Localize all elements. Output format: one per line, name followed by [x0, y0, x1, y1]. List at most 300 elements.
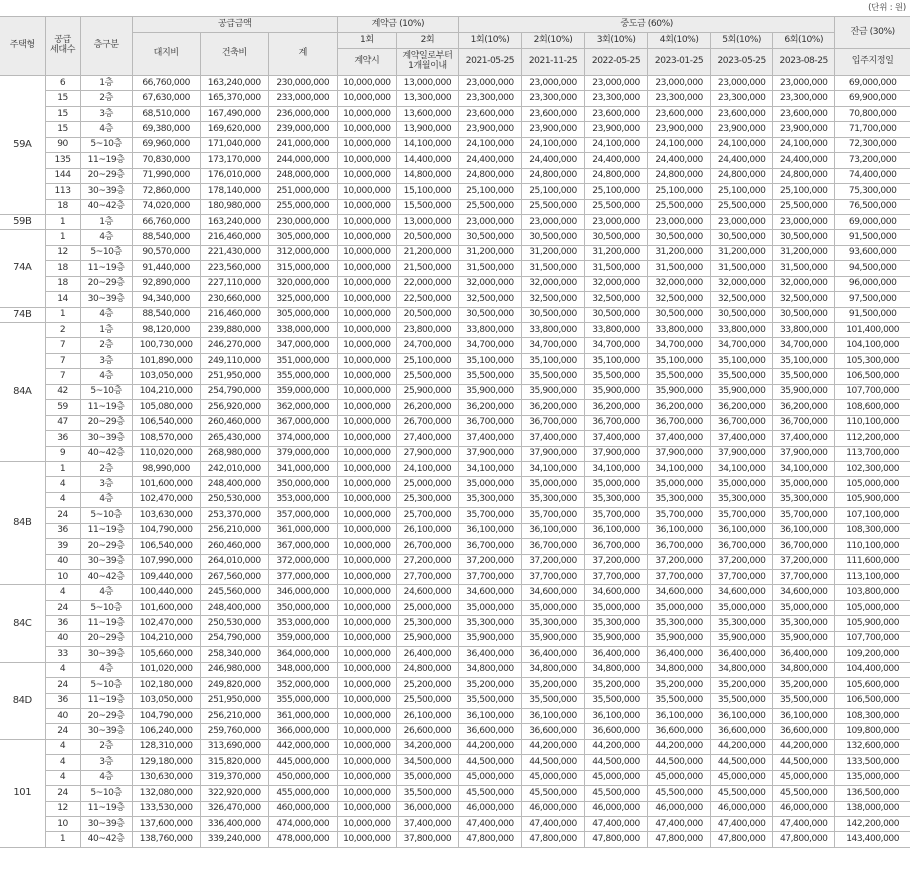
- col-middle-round-5: 5회(10%): [711, 33, 773, 49]
- deposit-2-cell: 25,500,000: [396, 369, 458, 384]
- households-cell: 18: [45, 199, 80, 214]
- table-row: [0, 708, 910, 723]
- middle-payment-3-cell: 37,400,000: [585, 431, 648, 446]
- middle-payment-4-cell: 47,800,000: [648, 832, 711, 847]
- middle-payment-1-cell: 36,700,000: [458, 539, 521, 554]
- total-price-cell: 372,000,000: [268, 554, 337, 569]
- middle-payment-4-cell: 25,100,000: [648, 184, 711, 199]
- middle-payment-2-cell: 36,700,000: [521, 415, 584, 430]
- balance-cell: 75,300,000: [835, 184, 910, 199]
- floor-range-cell: 3층: [80, 755, 132, 770]
- land-price-cell: 104,210,000: [132, 631, 200, 646]
- middle-payment-3-cell: 36,700,000: [585, 539, 648, 554]
- households-cell: 10: [45, 570, 80, 585]
- middle-payment-3-cell: 24,400,000: [585, 153, 648, 168]
- middle-payment-4-cell: 30,500,000: [648, 307, 711, 322]
- middle-payment-6-cell: 37,700,000: [773, 570, 835, 585]
- middle-payment-6-cell: 34,800,000: [773, 662, 835, 677]
- deposit-1-cell: 10,000,000: [337, 492, 396, 507]
- middle-payment-3-cell: 23,600,000: [585, 106, 648, 121]
- middle-payment-3-cell: 35,100,000: [585, 353, 648, 368]
- table-row: [0, 523, 910, 538]
- middle-payment-1-cell: 31,200,000: [458, 245, 521, 260]
- middle-payment-4-cell: 34,100,000: [648, 461, 711, 476]
- total-price-cell: 239,000,000: [268, 122, 337, 137]
- middle-payment-4-cell: 23,300,000: [648, 91, 711, 106]
- balance-cell: 69,000,000: [835, 214, 910, 229]
- floor-range-cell: 11~19층: [80, 616, 132, 631]
- middle-payment-1-cell: 36,100,000: [458, 523, 521, 538]
- deposit-1-cell: 10,000,000: [337, 214, 396, 229]
- deposit-1-cell: 10,000,000: [337, 678, 396, 693]
- deposit-2-cell: 25,900,000: [396, 631, 458, 646]
- middle-payment-2-cell: 30,500,000: [521, 307, 584, 322]
- middle-payment-6-cell: 45,000,000: [773, 770, 835, 785]
- households-cell: 1: [45, 307, 80, 322]
- households-cell: 12: [45, 801, 80, 816]
- middle-payment-4-cell: 37,900,000: [648, 446, 711, 461]
- middle-payment-2-cell: 45,500,000: [521, 786, 584, 801]
- middle-payment-1-cell: 35,000,000: [458, 600, 521, 615]
- building-price-cell: 173,170,000: [200, 153, 268, 168]
- middle-payment-1-cell: 25,100,000: [458, 184, 521, 199]
- col-middle-round-1: 1회(10%): [458, 33, 521, 49]
- land-price-cell: 94,340,000: [132, 292, 200, 307]
- middle-payment-1-cell: 36,600,000: [458, 724, 521, 739]
- middle-payment-3-cell: 34,700,000: [585, 338, 648, 353]
- deposit-2-cell: 25,200,000: [396, 678, 458, 693]
- middle-payment-2-cell: 24,400,000: [521, 153, 584, 168]
- middle-payment-1-cell: 23,000,000: [458, 76, 521, 91]
- middle-payment-5-cell: 35,100,000: [711, 353, 773, 368]
- middle-payment-6-cell: 24,100,000: [773, 137, 835, 152]
- land-price-cell: 101,890,000: [132, 353, 200, 368]
- households-cell: 15: [45, 122, 80, 137]
- middle-payment-4-cell: 31,200,000: [648, 245, 711, 260]
- middle-payment-4-cell: 31,500,000: [648, 261, 711, 276]
- table-row: [0, 600, 910, 615]
- balance-cell: 113,700,000: [835, 446, 910, 461]
- deposit-1-cell: 10,000,000: [337, 431, 396, 446]
- floor-range-cell: 40~42층: [80, 570, 132, 585]
- middle-payment-3-cell: 36,200,000: [585, 400, 648, 415]
- table-row: [0, 585, 910, 600]
- middle-payment-2-cell: 31,200,000: [521, 245, 584, 260]
- building-price-cell: 256,210,000: [200, 708, 268, 723]
- deposit-1-cell: 10,000,000: [337, 832, 396, 847]
- households-cell: 24: [45, 678, 80, 693]
- middle-payment-1-cell: 35,500,000: [458, 693, 521, 708]
- total-price-cell: 348,000,000: [268, 662, 337, 677]
- middle-payment-4-cell: 35,900,000: [648, 631, 711, 646]
- middle-payment-3-cell: 36,600,000: [585, 724, 648, 739]
- middle-payment-5-cell: 35,500,000: [711, 693, 773, 708]
- table-row: [0, 616, 910, 631]
- floor-range-cell: 30~39층: [80, 554, 132, 569]
- middle-payment-6-cell: 36,200,000: [773, 400, 835, 415]
- middle-payment-6-cell: 34,100,000: [773, 461, 835, 476]
- table-row: [0, 786, 910, 801]
- middle-payment-5-cell: 35,500,000: [711, 369, 773, 384]
- deposit-1-cell: 10,000,000: [337, 755, 396, 770]
- deposit-2-cell: 24,600,000: [396, 585, 458, 600]
- households-cell: 36: [45, 616, 80, 631]
- deposit-1-cell: 10,000,000: [337, 647, 396, 662]
- total-price-cell: 366,000,000: [268, 724, 337, 739]
- floor-range-cell: 4층: [80, 492, 132, 507]
- middle-payment-3-cell: 31,200,000: [585, 245, 648, 260]
- table-row: [0, 168, 910, 183]
- table-row: [0, 724, 910, 739]
- table-row: [0, 199, 910, 214]
- col-households-label: 공급 세대수: [50, 35, 76, 55]
- deposit-2-cell: 35,500,000: [396, 786, 458, 801]
- floor-range-cell: 30~39층: [80, 292, 132, 307]
- deposit-2-cell: 15,100,000: [396, 184, 458, 199]
- floor-range-cell: 1층: [80, 323, 132, 338]
- deposit-2-cell: 25,500,000: [396, 693, 458, 708]
- middle-payment-1-cell: 44,200,000: [458, 739, 521, 754]
- table-row: [0, 153, 910, 168]
- middle-payment-1-cell: 36,200,000: [458, 400, 521, 415]
- households-cell: 113: [45, 184, 80, 199]
- middle-payment-1-cell: 37,900,000: [458, 446, 521, 461]
- deposit-1-cell: 10,000,000: [337, 600, 396, 615]
- floor-range-cell: 40~42층: [80, 199, 132, 214]
- households-cell: 33: [45, 647, 80, 662]
- balance-cell: 105,600,000: [835, 678, 910, 693]
- middle-payment-3-cell: 23,000,000: [585, 214, 648, 229]
- middle-payment-6-cell: 23,000,000: [773, 214, 835, 229]
- balance-cell: 133,500,000: [835, 755, 910, 770]
- middle-payment-1-cell: 23,300,000: [458, 91, 521, 106]
- middle-payment-3-cell: 33,800,000: [585, 323, 648, 338]
- land-price-cell: 108,570,000: [132, 431, 200, 446]
- land-price-cell: 74,020,000: [132, 199, 200, 214]
- deposit-2-cell: 25,700,000: [396, 508, 458, 523]
- middle-payment-2-cell: 37,200,000: [521, 554, 584, 569]
- total-price-cell: 305,000,000: [268, 307, 337, 322]
- balance-cell: 72,300,000: [835, 137, 910, 152]
- middle-payment-1-cell: 25,500,000: [458, 199, 521, 214]
- total-price-cell: 320,000,000: [268, 276, 337, 291]
- middle-payment-6-cell: 31,200,000: [773, 245, 835, 260]
- middle-payment-3-cell: 44,500,000: [585, 755, 648, 770]
- middle-payment-5-cell: 33,800,000: [711, 323, 773, 338]
- middle-payment-4-cell: 46,000,000: [648, 801, 711, 816]
- middle-payment-1-cell: 35,300,000: [458, 492, 521, 507]
- deposit-2-cell: 21,200,000: [396, 245, 458, 260]
- deposit-2-cell: 27,900,000: [396, 446, 458, 461]
- table-row: [0, 739, 910, 754]
- middle-payment-5-cell: 36,200,000: [711, 400, 773, 415]
- table-row: [0, 446, 910, 461]
- land-price-cell: 101,600,000: [132, 477, 200, 492]
- middle-payment-3-cell: 35,300,000: [585, 616, 648, 631]
- deposit-1-cell: 10,000,000: [337, 292, 396, 307]
- middle-payment-2-cell: 35,100,000: [521, 353, 584, 368]
- unit-type-cell: 84A: [0, 323, 45, 462]
- total-price-cell: 474,000,000: [268, 817, 337, 832]
- col-middle-date-2: 2021-11-25: [521, 49, 584, 76]
- middle-payment-3-cell: 35,500,000: [585, 369, 648, 384]
- deposit-2-cell: 26,400,000: [396, 647, 458, 662]
- land-price-cell: 71,990,000: [132, 168, 200, 183]
- deposit-2-cell: 21,500,000: [396, 261, 458, 276]
- table-row: [0, 122, 910, 137]
- deposit-1-cell: 10,000,000: [337, 477, 396, 492]
- col-middle-date-6: 2023-08-25: [773, 49, 835, 76]
- middle-payment-6-cell: 44,500,000: [773, 755, 835, 770]
- middle-payment-2-cell: 31,500,000: [521, 261, 584, 276]
- middle-payment-6-cell: 46,000,000: [773, 801, 835, 816]
- table-row: [0, 647, 910, 662]
- table-row: [0, 832, 910, 847]
- deposit-2-cell: 20,500,000: [396, 230, 458, 245]
- land-price-cell: 104,790,000: [132, 523, 200, 538]
- floor-range-cell: 40~42층: [80, 832, 132, 847]
- households-cell: 39: [45, 539, 80, 554]
- col-middle-round-6: 6회(10%): [773, 33, 835, 49]
- middle-payment-5-cell: 35,200,000: [711, 678, 773, 693]
- land-price-cell: 88,540,000: [132, 230, 200, 245]
- households-cell: 2: [45, 323, 80, 338]
- land-price-cell: 98,120,000: [132, 323, 200, 338]
- table-row: [0, 678, 910, 693]
- deposit-2-cell: 25,900,000: [396, 384, 458, 399]
- balance-cell: 106,500,000: [835, 369, 910, 384]
- land-price-cell: 103,630,000: [132, 508, 200, 523]
- col-balance-when: 입주지정일: [835, 49, 910, 76]
- middle-payment-2-cell: 23,300,000: [521, 91, 584, 106]
- unit-type-cell: 59B: [0, 214, 45, 229]
- land-price-cell: 106,240,000: [132, 724, 200, 739]
- middle-payment-3-cell: 35,700,000: [585, 508, 648, 523]
- middle-payment-3-cell: 31,500,000: [585, 261, 648, 276]
- middle-payment-1-cell: 35,900,000: [458, 384, 521, 399]
- deposit-1-cell: 10,000,000: [337, 106, 396, 121]
- deposit-1-cell: 10,000,000: [337, 400, 396, 415]
- land-price-cell: 128,310,000: [132, 739, 200, 754]
- balance-cell: 105,000,000: [835, 600, 910, 615]
- floor-range-cell: 11~19층: [80, 400, 132, 415]
- households-cell: 1: [45, 832, 80, 847]
- balance-cell: 107,700,000: [835, 384, 910, 399]
- middle-payment-6-cell: 35,000,000: [773, 600, 835, 615]
- middle-payment-6-cell: 32,500,000: [773, 292, 835, 307]
- households-cell: 14: [45, 292, 80, 307]
- total-price-cell: 351,000,000: [268, 353, 337, 368]
- middle-payment-6-cell: 24,800,000: [773, 168, 835, 183]
- floor-range-cell: 5~10층: [80, 137, 132, 152]
- middle-payment-4-cell: 35,900,000: [648, 384, 711, 399]
- middle-payment-2-cell: 23,900,000: [521, 122, 584, 137]
- middle-payment-2-cell: 46,000,000: [521, 801, 584, 816]
- building-price-cell: 267,560,000: [200, 570, 268, 585]
- middle-payment-6-cell: 32,000,000: [773, 276, 835, 291]
- floor-range-cell: 20~29층: [80, 539, 132, 554]
- middle-payment-2-cell: 35,000,000: [521, 477, 584, 492]
- land-price-cell: 104,790,000: [132, 708, 200, 723]
- middle-payment-4-cell: 34,600,000: [648, 585, 711, 600]
- middle-payment-1-cell: 30,500,000: [458, 230, 521, 245]
- balance-cell: 76,500,000: [835, 199, 910, 214]
- middle-payment-2-cell: 36,600,000: [521, 724, 584, 739]
- middle-payment-2-cell: 36,100,000: [521, 523, 584, 538]
- middle-payment-2-cell: 36,200,000: [521, 400, 584, 415]
- middle-payment-4-cell: 34,800,000: [648, 662, 711, 677]
- land-price-cell: 105,660,000: [132, 647, 200, 662]
- table-body: [0, 76, 910, 848]
- middle-payment-6-cell: 33,800,000: [773, 323, 835, 338]
- middle-payment-3-cell: 47,800,000: [585, 832, 648, 847]
- balance-cell: 107,100,000: [835, 508, 910, 523]
- unit-label: (단위 : 원): [868, 3, 906, 13]
- total-price-cell: 241,000,000: [268, 137, 337, 152]
- middle-payment-5-cell: 23,000,000: [711, 214, 773, 229]
- deposit-2-cell: 20,500,000: [396, 307, 458, 322]
- table-row: [0, 570, 910, 585]
- middle-payment-1-cell: 24,100,000: [458, 137, 521, 152]
- table-row: [0, 461, 910, 476]
- unit-type-cell: 84D: [0, 662, 45, 739]
- middle-payment-1-cell: 23,600,000: [458, 106, 521, 121]
- middle-payment-1-cell: 23,900,000: [458, 122, 521, 137]
- middle-payment-2-cell: 34,800,000: [521, 662, 584, 677]
- middle-payment-4-cell: 36,100,000: [648, 708, 711, 723]
- households-cell: 36: [45, 693, 80, 708]
- deposit-2-cell: 26,100,000: [396, 708, 458, 723]
- col-floor: 층구분: [80, 17, 132, 76]
- balance-cell: 108,600,000: [835, 400, 910, 415]
- middle-payment-5-cell: 34,600,000: [711, 585, 773, 600]
- total-price-cell: 325,000,000: [268, 292, 337, 307]
- middle-payment-6-cell: 24,400,000: [773, 153, 835, 168]
- middle-payment-4-cell: 35,500,000: [648, 369, 711, 384]
- middle-payment-2-cell: 34,100,000: [521, 461, 584, 476]
- total-price-cell: 236,000,000: [268, 106, 337, 121]
- middle-payment-4-cell: 24,100,000: [648, 137, 711, 152]
- middle-payment-5-cell: 23,300,000: [711, 91, 773, 106]
- deposit-1-cell: 10,000,000: [337, 230, 396, 245]
- table-row: [0, 307, 910, 322]
- floor-range-cell: 11~19층: [80, 261, 132, 276]
- middle-payment-3-cell: 35,500,000: [585, 693, 648, 708]
- middle-payment-4-cell: 24,800,000: [648, 168, 711, 183]
- building-price-cell: 249,820,000: [200, 678, 268, 693]
- middle-payment-1-cell: 33,800,000: [458, 323, 521, 338]
- middle-payment-3-cell: 47,400,000: [585, 817, 648, 832]
- building-price-cell: 254,790,000: [200, 384, 268, 399]
- building-price-cell: 163,240,000: [200, 214, 268, 229]
- middle-payment-5-cell: 23,000,000: [711, 76, 773, 91]
- building-price-cell: 230,660,000: [200, 292, 268, 307]
- floor-range-cell: 5~10층: [80, 600, 132, 615]
- col-households: [45, 17, 80, 76]
- middle-payment-5-cell: 47,800,000: [711, 832, 773, 847]
- middle-payment-3-cell: 44,200,000: [585, 739, 648, 754]
- floor-range-cell: 5~10층: [80, 678, 132, 693]
- households-cell: 1: [45, 461, 80, 476]
- land-price-cell: 102,180,000: [132, 678, 200, 693]
- middle-payment-6-cell: 47,800,000: [773, 832, 835, 847]
- middle-payment-1-cell: 37,400,000: [458, 431, 521, 446]
- middle-payment-4-cell: 35,700,000: [648, 508, 711, 523]
- middle-payment-1-cell: 47,400,000: [458, 817, 521, 832]
- col-middle-date-5: 2023-05-25: [711, 49, 773, 76]
- total-price-cell: 364,000,000: [268, 647, 337, 662]
- middle-payment-2-cell: 25,500,000: [521, 199, 584, 214]
- total-price-cell: 478,000,000: [268, 832, 337, 847]
- middle-payment-1-cell: 30,500,000: [458, 307, 521, 322]
- deposit-2-cell: 36,000,000: [396, 801, 458, 816]
- building-price-cell: 265,430,000: [200, 431, 268, 446]
- middle-payment-5-cell: 31,500,000: [711, 261, 773, 276]
- floor-range-cell: 30~39층: [80, 647, 132, 662]
- deposit-2-cell: 25,100,000: [396, 353, 458, 368]
- col-middle-date-1: 2021-05-25: [458, 49, 521, 76]
- deposit-2-cell: 13,300,000: [396, 91, 458, 106]
- floor-range-cell: 30~39층: [80, 817, 132, 832]
- table-row: [0, 801, 910, 816]
- middle-payment-5-cell: 32,500,000: [711, 292, 773, 307]
- table-row: [0, 353, 910, 368]
- middle-payment-2-cell: 36,100,000: [521, 708, 584, 723]
- deposit-2-cell: 13,000,000: [396, 214, 458, 229]
- middle-payment-6-cell: 35,500,000: [773, 693, 835, 708]
- col-total: 계: [268, 33, 337, 76]
- building-price-cell: 315,820,000: [200, 755, 268, 770]
- floor-range-cell: 20~29층: [80, 168, 132, 183]
- table-row: [0, 369, 910, 384]
- balance-cell: 109,800,000: [835, 724, 910, 739]
- middle-payment-4-cell: 32,500,000: [648, 292, 711, 307]
- deposit-2-cell: 24,700,000: [396, 338, 458, 353]
- land-price-cell: 137,600,000: [132, 817, 200, 832]
- households-cell: 7: [45, 338, 80, 353]
- building-price-cell: 246,980,000: [200, 662, 268, 677]
- middle-payment-2-cell: 35,200,000: [521, 678, 584, 693]
- floor-range-cell: 4층: [80, 230, 132, 245]
- land-price-cell: 69,380,000: [132, 122, 200, 137]
- middle-payment-4-cell: 45,000,000: [648, 770, 711, 785]
- total-price-cell: 361,000,000: [268, 523, 337, 538]
- building-price-cell: 245,560,000: [200, 585, 268, 600]
- middle-payment-3-cell: 35,200,000: [585, 678, 648, 693]
- land-price-cell: 129,180,000: [132, 755, 200, 770]
- households-cell: 10: [45, 817, 80, 832]
- col-supply-price: 공급금액: [132, 17, 337, 33]
- middle-payment-5-cell: 36,700,000: [711, 539, 773, 554]
- building-price-cell: 251,950,000: [200, 693, 268, 708]
- middle-payment-2-cell: 36,700,000: [521, 539, 584, 554]
- land-price-cell: 68,510,000: [132, 106, 200, 121]
- deposit-2-cell: 35,000,000: [396, 770, 458, 785]
- total-price-cell: 347,000,000: [268, 338, 337, 353]
- balance-cell: 135,000,000: [835, 770, 910, 785]
- middle-payment-6-cell: 25,500,000: [773, 199, 835, 214]
- deposit-1-cell: 10,000,000: [337, 245, 396, 260]
- middle-payment-4-cell: 35,100,000: [648, 353, 711, 368]
- col-deposit-1-when: 계약시: [337, 49, 396, 76]
- land-price-cell: 110,020,000: [132, 446, 200, 461]
- total-price-cell: 450,000,000: [268, 770, 337, 785]
- land-price-cell: 91,440,000: [132, 261, 200, 276]
- total-price-cell: 251,000,000: [268, 184, 337, 199]
- middle-payment-5-cell: 25,100,000: [711, 184, 773, 199]
- total-price-cell: 361,000,000: [268, 708, 337, 723]
- land-price-cell: 107,990,000: [132, 554, 200, 569]
